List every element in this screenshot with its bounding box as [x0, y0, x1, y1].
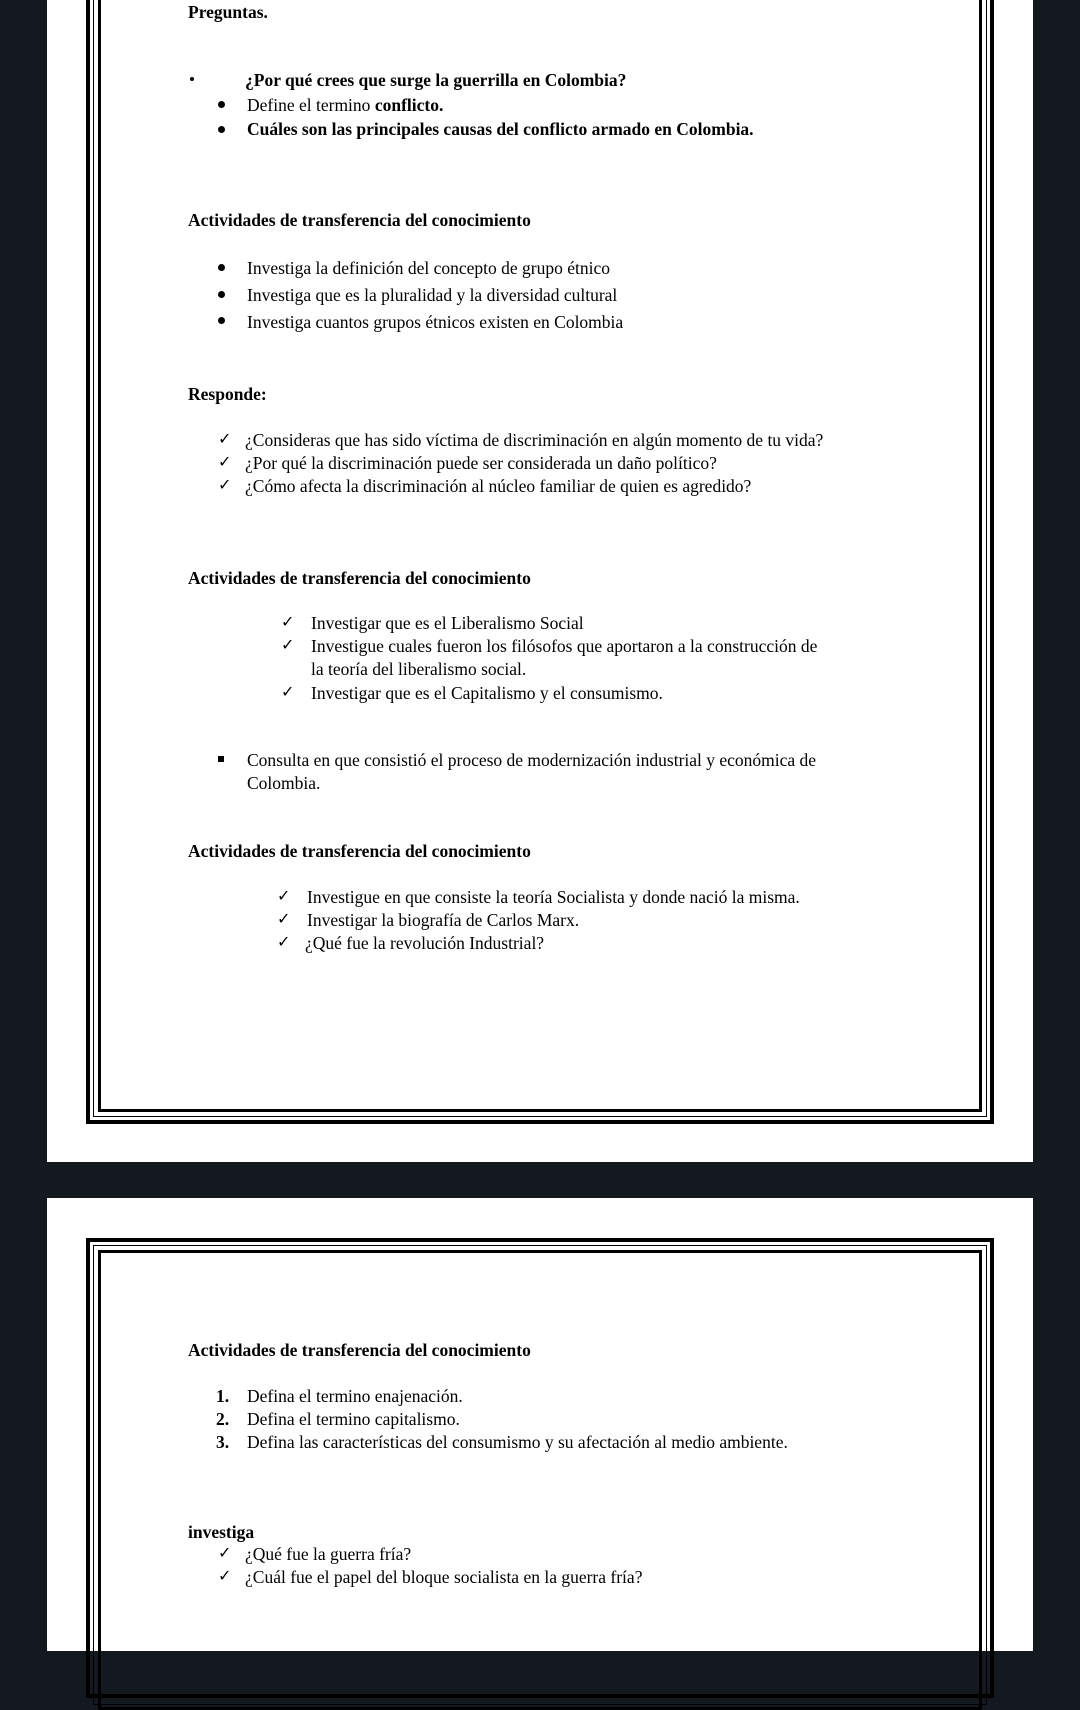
question-causas: Cuáles son las principales causas del conflicto armado en Colombia.: [247, 119, 754, 139]
list-item: Investigar la biografía de Carlos Marx.: [307, 910, 580, 930]
list-item: ¿Qué fue la guerra fría?: [245, 1544, 412, 1564]
list-number: 1.: [216, 1386, 230, 1406]
question-define-conflicto: [247, 94, 443, 116]
section-heading: Actividades de transferencia del conocimiento: [188, 1340, 531, 1360]
check-icon: ✓: [277, 911, 291, 928]
check-icon: ✓: [218, 1568, 232, 1585]
list-item: Defina el termino enajenación.: [247, 1386, 463, 1406]
check-icon: ✓: [281, 614, 295, 631]
preguntas-heading: Preguntas.: [188, 2, 268, 22]
bullet-icon: [218, 291, 225, 298]
check-icon: ✓: [277, 888, 291, 905]
question-bold-term: conflicto.: [374, 95, 444, 115]
consulta-item-continuation: Colombia.: [247, 773, 321, 793]
list-item: ¿Por qué la discriminación puede ser considerada un daño político?: [245, 453, 717, 473]
list-item: ¿Qué fue la revolución Industrial?: [305, 933, 545, 953]
check-icon: ✓: [218, 431, 232, 448]
section-heading: Actividades de transferencia del conocimiento: [188, 568, 531, 588]
check-icon: ✓: [277, 934, 291, 951]
list-number: 2.: [216, 1409, 230, 1429]
list-item: ¿Cómo afecta la discriminación al núcleo familiar de quien es agredido?: [245, 476, 752, 496]
check-icon: ✓: [281, 684, 295, 701]
list-item: Investiga cuantos grupos étnicos existen en Colombia: [247, 312, 624, 332]
consulta-item: Consulta en que consistió el proceso de modernización industrial y económica de: [247, 750, 817, 770]
bullet-icon: [218, 264, 225, 271]
list-item: ¿Cuál fue el papel del bloque socialista en la guerra fría?: [245, 1567, 643, 1587]
check-icon: ✓: [218, 454, 232, 471]
list-number: 3.: [216, 1432, 230, 1452]
bullet-icon: [190, 77, 194, 81]
list-item: Investiga la definición del concepto de grupo étnico: [247, 258, 610, 278]
list-item: Defina el termino capitalismo.: [247, 1409, 460, 1429]
responde-heading: Responde:: [188, 384, 267, 404]
list-item: Investigar que es el Liberalismo Social: [311, 613, 584, 633]
question-guerrilla: ¿Por qué crees que surge la guerrilla en Colombia?: [245, 70, 627, 90]
list-item: Investigue cuales fueron los filósofos que aportaron a la construcción de: [311, 636, 818, 656]
list-item-continuation: la teoría del liberalismo social.: [311, 659, 527, 679]
section-heading: Actividades de transferencia del conocimiento: [188, 841, 531, 861]
page-border-inner: [98, 1250, 982, 1710]
check-icon: ✓: [281, 637, 295, 654]
bullet-icon: [218, 101, 225, 108]
list-item: Defina las características del consumismo y su afectación al medio ambiente.: [247, 1432, 788, 1452]
document-page-2: [47, 1198, 1033, 1651]
section-heading: Actividades de transferencia del conocimiento: [188, 210, 531, 230]
check-icon: ✓: [218, 477, 232, 494]
bullet-icon: [218, 317, 225, 324]
square-bullet-icon: [218, 756, 224, 762]
list-item: ¿Consideras que has sido víctima de discriminación en algún momento de tu vida?: [245, 430, 824, 450]
check-icon: ✓: [218, 1545, 232, 1562]
list-item: Investigue en que consiste la teoría Socialista y donde nació la misma.: [307, 887, 800, 907]
list-item: Investiga que es la pluralidad y la diversidad cultural: [247, 285, 618, 305]
bullet-icon: [218, 126, 225, 133]
investiga-heading: investiga: [188, 1522, 255, 1542]
question-prefix: Define el termino: [247, 95, 375, 115]
list-item: Investigar que es el Capitalismo y el consumismo.: [311, 683, 663, 703]
document-page-1: [47, 0, 1033, 1162]
